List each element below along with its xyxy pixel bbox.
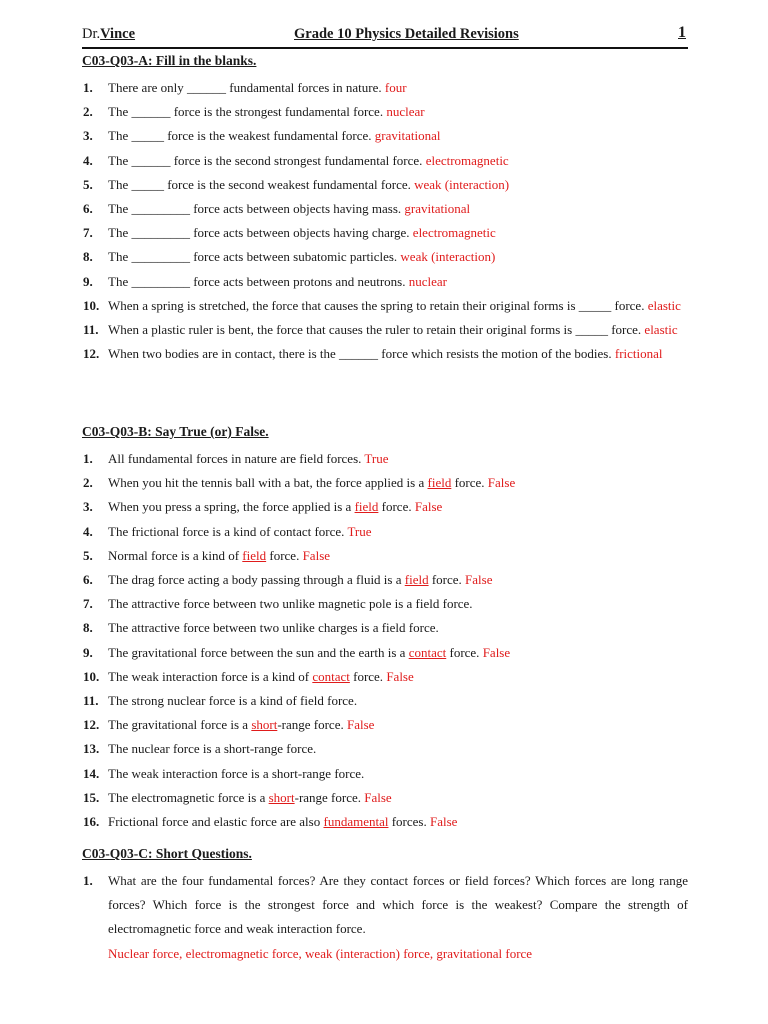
answer-text: four	[384, 80, 407, 95]
page-header	[82, 25, 688, 49]
question-item	[82, 149, 688, 173]
question-body: There are only ______ fundamental forces in nature.	[108, 80, 382, 95]
question-number: 3.	[83, 128, 93, 144]
answer-text: False	[364, 789, 392, 805]
question-text	[108, 495, 688, 519]
question-text	[108, 294, 688, 318]
section-title: C03-Q03-A: Fill in the blanks.	[82, 53, 257, 68]
question-number: 7.	[83, 596, 93, 612]
question-number: 6.	[83, 201, 93, 217]
question-body: The strong nuclear force is a kind of field force.	[108, 693, 358, 709]
question-text	[108, 689, 688, 713]
question-text	[108, 447, 688, 471]
answer-text: False	[302, 547, 331, 563]
answer-text: False	[386, 668, 414, 684]
question-item	[82, 544, 688, 568]
question-tail: force.	[381, 499, 412, 515]
highlighted-word: field	[404, 572, 429, 588]
question-text	[108, 665, 688, 689]
question-item	[82, 786, 688, 810]
question-text	[108, 641, 688, 665]
answer-text: nuclear	[408, 273, 447, 289]
question-number: 5.	[83, 547, 93, 563]
question-text	[108, 76, 688, 100]
answer-text: False	[414, 499, 443, 515]
question-list	[82, 869, 688, 966]
question-body: When you press a spring, the force applied is a	[108, 499, 352, 515]
question-body: The _________ force acts between subatomic particles.	[108, 249, 398, 265]
question-item	[82, 318, 688, 342]
highlighted-word: short	[251, 717, 278, 733]
question-text	[108, 544, 688, 568]
answer-text: elastic	[647, 297, 681, 313]
answer-text: False	[346, 717, 375, 733]
question-text	[108, 342, 688, 366]
section-fill-blanks	[82, 52, 688, 366]
question-number: 11.	[83, 693, 99, 709]
question-item	[82, 641, 688, 665]
question-text	[108, 197, 688, 221]
question-text	[108, 713, 688, 737]
answer-text: elastic	[644, 322, 678, 338]
highlighted-word: field	[242, 547, 267, 563]
question-item	[82, 568, 688, 592]
question-number: 10.	[83, 668, 100, 684]
answer-text: electromagnetic	[412, 225, 496, 241]
answer-text: False	[465, 572, 493, 588]
question-tail: -range force.	[277, 717, 344, 733]
highlighted-word: field	[354, 499, 379, 515]
question-body: The nuclear force is a short-range force.	[108, 741, 317, 757]
document-title: Grade 10 Physics Detailed Revisions	[294, 26, 519, 42]
question-number: 7.	[83, 225, 93, 241]
question-body: The _________ force acts between protons and neutrons.	[108, 273, 406, 289]
page-number: 1	[678, 24, 686, 41]
question-body: The drag force acting a body passing through a fluid is a	[108, 572, 402, 588]
highlighted-word: contact	[312, 668, 350, 684]
question-body: The attractive force between two unlike charges is a field force.	[108, 620, 439, 636]
question-number: 8.	[83, 249, 93, 265]
question-item	[82, 173, 688, 197]
question-text: What are the four fundamental forces? Are they contact forces or field forces? Which forces are long range forces? Which force is the strongest force and which force is the weakest? Compare the strength of electromagnetic force and weak interaction force.	[108, 873, 688, 937]
question-body: When two bodies are in contact, there is the ______ force which resists the motion of the bodies.	[108, 346, 612, 362]
question-number: 6.	[83, 572, 93, 588]
question-body: The frictional force is a kind of contact force.	[108, 523, 345, 539]
question-item	[82, 124, 688, 148]
answer-text: weak (interaction)	[400, 249, 496, 265]
question-text	[108, 616, 688, 640]
question-text	[108, 737, 688, 761]
highlighted-word: short	[268, 789, 295, 805]
question-text	[108, 520, 688, 544]
question-body: The _________ force acts between objects having charge.	[108, 225, 410, 241]
question-tail: force.	[449, 644, 480, 660]
section-true-false	[82, 423, 688, 834]
answer-text: True	[364, 451, 389, 466]
question-item	[82, 471, 688, 495]
question-item	[82, 713, 688, 737]
question-text	[108, 568, 688, 592]
question-item	[82, 294, 688, 318]
question-item	[82, 616, 688, 640]
question-item	[82, 100, 688, 124]
question-body: The _________ force acts between objects having mass.	[108, 201, 402, 217]
question-body: All fundamental forces in nature are field forces.	[108, 451, 362, 466]
answer-text: Nuclear force, electromagnetic force, weak (interaction) force, gravitational force	[108, 945, 533, 961]
question-number: 12.	[83, 346, 100, 362]
question-number: 10.	[83, 297, 100, 313]
question-body: The attractive force between two unlike magnetic pole is a field force.	[108, 596, 473, 612]
question-item	[82, 592, 688, 616]
question-number: 1.	[83, 451, 93, 466]
question-item	[82, 221, 688, 245]
question-number: 4.	[83, 152, 93, 168]
question-item	[82, 762, 688, 786]
question-body: Normal force is a kind of	[108, 547, 240, 563]
question-body: The weak interaction force is a short-range force.	[108, 765, 365, 781]
question-number: 3.	[83, 499, 93, 515]
question-body: The electromagnetic force is a	[108, 789, 266, 805]
question-body: The weak interaction force is a kind of	[108, 668, 310, 684]
question-text	[108, 100, 688, 124]
answer-text: True	[347, 523, 372, 539]
question-number: 16.	[83, 814, 100, 830]
question-item	[82, 270, 688, 294]
question-text	[108, 149, 688, 173]
question-tail: force.	[431, 572, 462, 588]
question-body: The gravitational force between the sun and the earth is a	[108, 644, 406, 660]
answer-text: gravitational	[374, 128, 441, 144]
question-body: The gravitational force is a	[108, 717, 249, 733]
question-text	[108, 592, 688, 616]
highlighted-word: contact	[408, 644, 447, 660]
answer-text: weak (interaction)	[414, 176, 510, 192]
question-list	[82, 447, 688, 834]
question-number: 14.	[83, 765, 100, 781]
question-item	[82, 810, 688, 834]
question-text	[108, 786, 688, 810]
question-text	[108, 762, 688, 786]
question-tail: force.	[353, 668, 384, 684]
question-body: Frictional force and elastic force are also	[108, 814, 321, 830]
question-number: 12.	[83, 717, 100, 733]
question-number: 5.	[83, 176, 93, 192]
answer-text: electromagnetic	[425, 152, 509, 168]
question-text	[108, 270, 688, 294]
question-item	[82, 76, 688, 100]
question-text	[108, 318, 688, 342]
question-number: 2.	[83, 104, 93, 120]
question-tail: -range force.	[294, 789, 362, 805]
question-item	[82, 342, 688, 366]
question-tail: forces.	[391, 814, 427, 830]
question-number: 1.	[83, 80, 93, 95]
question-text	[108, 221, 688, 245]
question-number: 1.	[83, 873, 93, 888]
question-text	[108, 173, 688, 197]
section-title: C03-Q03-B: Say True (or) False.	[82, 424, 269, 439]
answer-text: False	[429, 814, 458, 830]
author: Dr.Vince	[82, 26, 136, 42]
question-text	[108, 471, 688, 495]
question-item	[82, 447, 688, 471]
question-body: When a plastic ruler is bent, the force that causes the ruler to retain their original forms is _____ force.	[108, 322, 642, 338]
question-item	[82, 495, 688, 519]
question-text	[108, 124, 688, 148]
question-item	[82, 665, 688, 689]
question-number: 11.	[83, 322, 99, 338]
question-number: 15.	[83, 789, 100, 805]
author-name: Vince	[100, 26, 136, 42]
question-number: 9.	[83, 273, 93, 289]
question-number: 2.	[83, 475, 93, 491]
answer-text: nuclear	[386, 104, 425, 120]
question-number: 4.	[83, 523, 93, 539]
question-body: When you hit the tennis ball with a bat, the force applied is a	[108, 475, 425, 491]
question-item	[82, 737, 688, 761]
highlighted-word: field	[427, 475, 452, 491]
section-short-questions	[82, 845, 688, 966]
answer-text: frictional	[614, 346, 663, 362]
question-body: The ______ force is the second strongest fundamental force.	[108, 152, 423, 168]
question-item	[82, 869, 688, 966]
answer-text: gravitational	[404, 201, 471, 217]
question-number: 9.	[83, 644, 93, 660]
question-tail: force.	[269, 547, 300, 563]
question-item	[82, 689, 688, 713]
answer-text: False	[482, 644, 511, 660]
question-body: The _____ force is the weakest fundamental force.	[108, 128, 372, 144]
question-item	[82, 520, 688, 544]
question-body: The _____ force is the second weakest fundamental force.	[108, 176, 411, 192]
question-body: When a spring is stretched, the force that causes the spring to retain their original forms is _____ force.	[108, 297, 645, 313]
highlighted-word: fundamental	[323, 814, 389, 830]
answer-text: False	[487, 475, 516, 491]
question-item	[82, 245, 688, 269]
question-item	[82, 197, 688, 221]
question-tail: force.	[454, 475, 485, 491]
question-text	[108, 245, 688, 269]
question-list	[82, 76, 688, 366]
question-number: 8.	[83, 620, 93, 636]
question-body: The ______ force is the strongest fundamental force.	[108, 104, 384, 120]
section-title: C03-Q03-C: Short Questions.	[82, 846, 252, 861]
question-number: 13.	[83, 741, 100, 757]
question-text	[108, 810, 688, 834]
